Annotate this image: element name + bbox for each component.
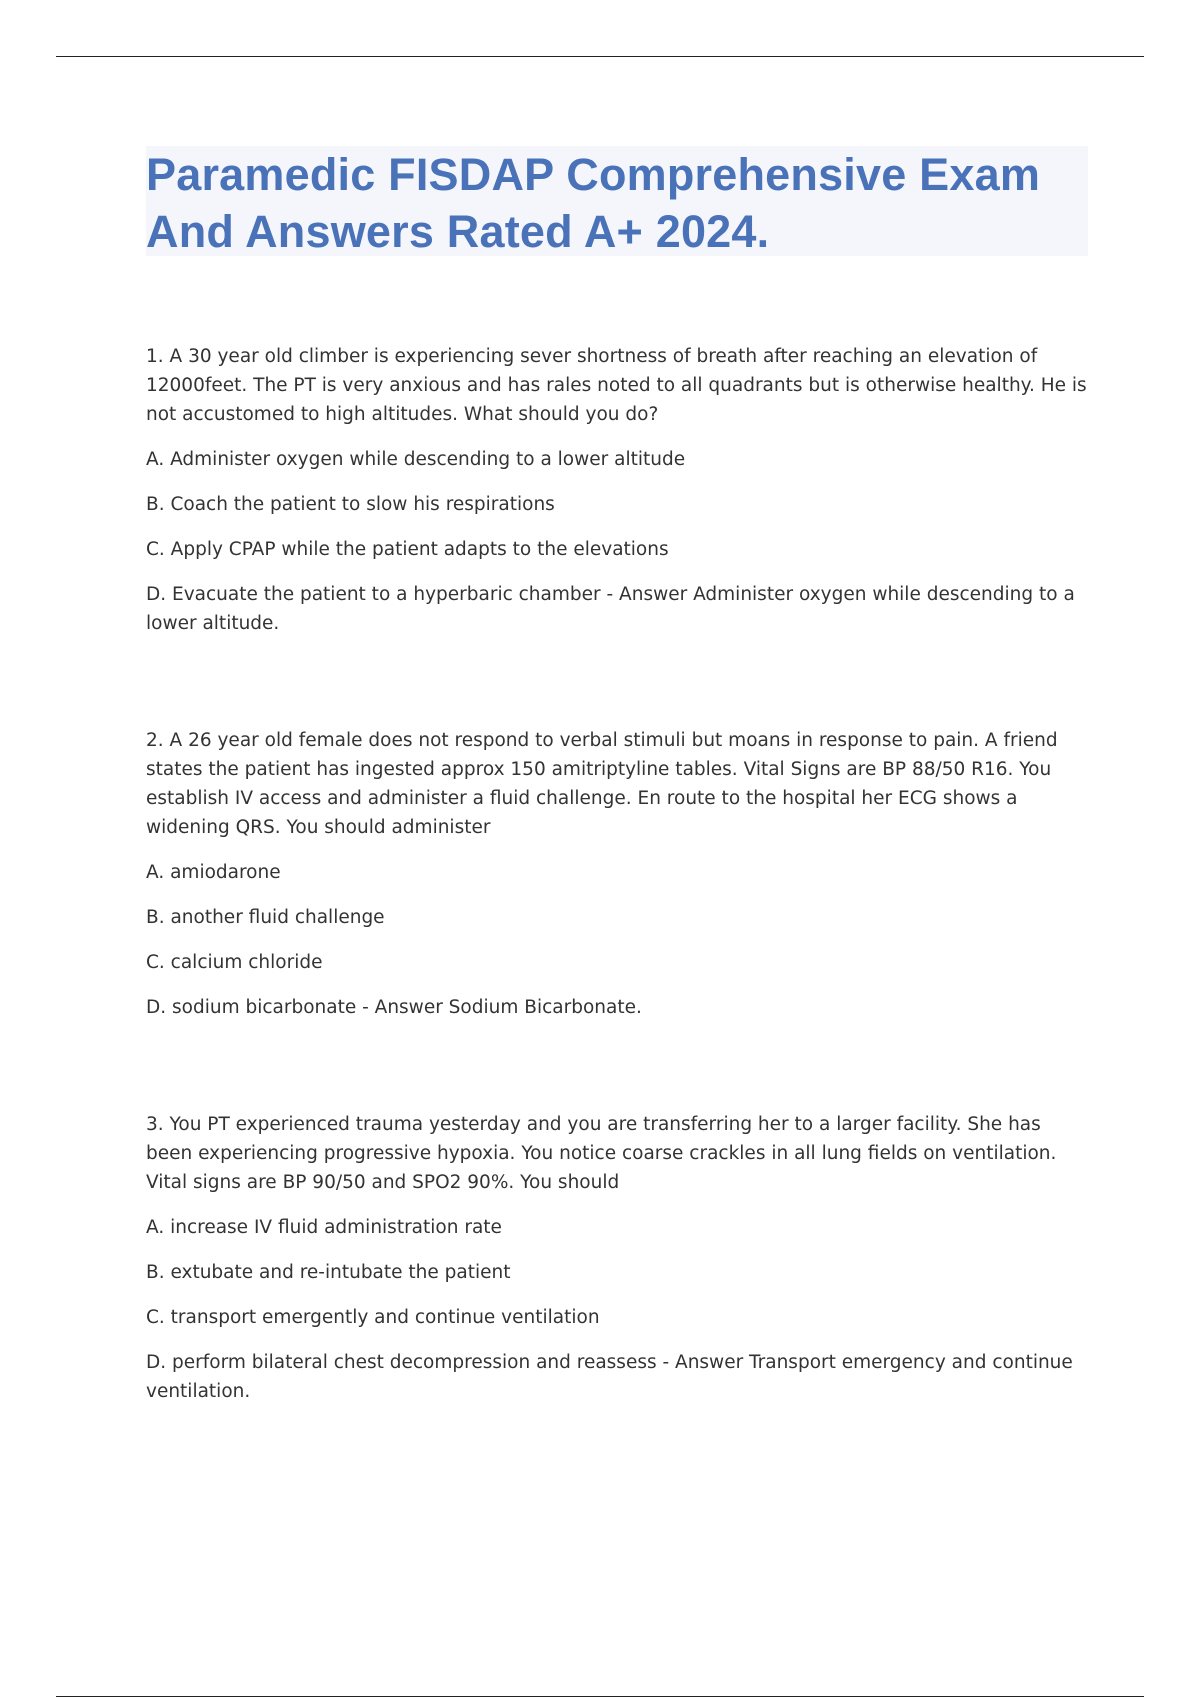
question-1-option-b: B. Coach the patient to slow his respirations xyxy=(146,494,555,515)
question-3-option-a: A. increase IV fluid administration rate xyxy=(146,1217,502,1238)
question-2-option-a: A. amiodarone xyxy=(146,862,281,883)
title-banner xyxy=(146,146,1088,256)
question-2-option-d-answer: D. sodium bicarbonate - Answer Sodium Bicarbonate. xyxy=(146,997,642,1018)
bottom-rule xyxy=(56,1696,1144,1697)
question-2-stem: 2. A 26 year old female does not respond to verbal stimuli but moans in response to pain. A friend states the patient has ingested approx 150 amitriptyline tables. Vital Signs are BP 88/50 R16. You establish IV access and administer a fluid challenge. En route to the hospital her ECG shows a widening QRS. You should administer xyxy=(146,730,1058,838)
question-3-option-d-answer: D. perform bilateral chest decompression and reassess - Answer Transport emergency and continue ventilation. xyxy=(146,1352,1073,1402)
question-2-option-c: C. calcium chloride xyxy=(146,952,323,973)
question-1-option-c: C. Apply CPAP while the patient adapts to the elevations xyxy=(146,539,669,560)
document-title: Paramedic FISDAP Comprehensive Exam And Answers Rated A+ 2024. xyxy=(146,149,1041,257)
question-3-stem: 3. You PT experienced trauma yesterday and you are transferring her to a larger facility. She has been experiencing progressive hypoxia. You notice coarse crackles in all lung fields on ventilation. Vital signs are BP 90/50 and SPO2 90%. You should xyxy=(146,1114,1057,1193)
question-3-option-c: C. transport emergently and continue ventilation xyxy=(146,1307,600,1328)
top-rule xyxy=(56,56,1144,57)
question-3 xyxy=(146,1110,1088,1406)
question-list xyxy=(146,342,1088,1494)
question-2-option-b: B. another fluid challenge xyxy=(146,907,385,928)
question-2 xyxy=(146,726,1088,1022)
question-1-option-d-answer: D. Evacuate the patient to a hyperbaric chamber - Answer Administer oxygen while descending to a lower altitude. xyxy=(146,584,1075,634)
question-3-option-b: B. extubate and re-intubate the patient xyxy=(146,1262,511,1283)
question-1-option-a: A. Administer oxygen while descending to a lower altitude xyxy=(146,449,686,470)
question-1-stem: 1. A 30 year old climber is experiencing sever shortness of breath after reaching an elevation of 12000feet. The PT is very anxious and has rales noted to all quadrants but is otherwise healthy. He is not accustomed to high altitudes. What should you do? xyxy=(146,346,1087,425)
question-1 xyxy=(146,342,1088,638)
